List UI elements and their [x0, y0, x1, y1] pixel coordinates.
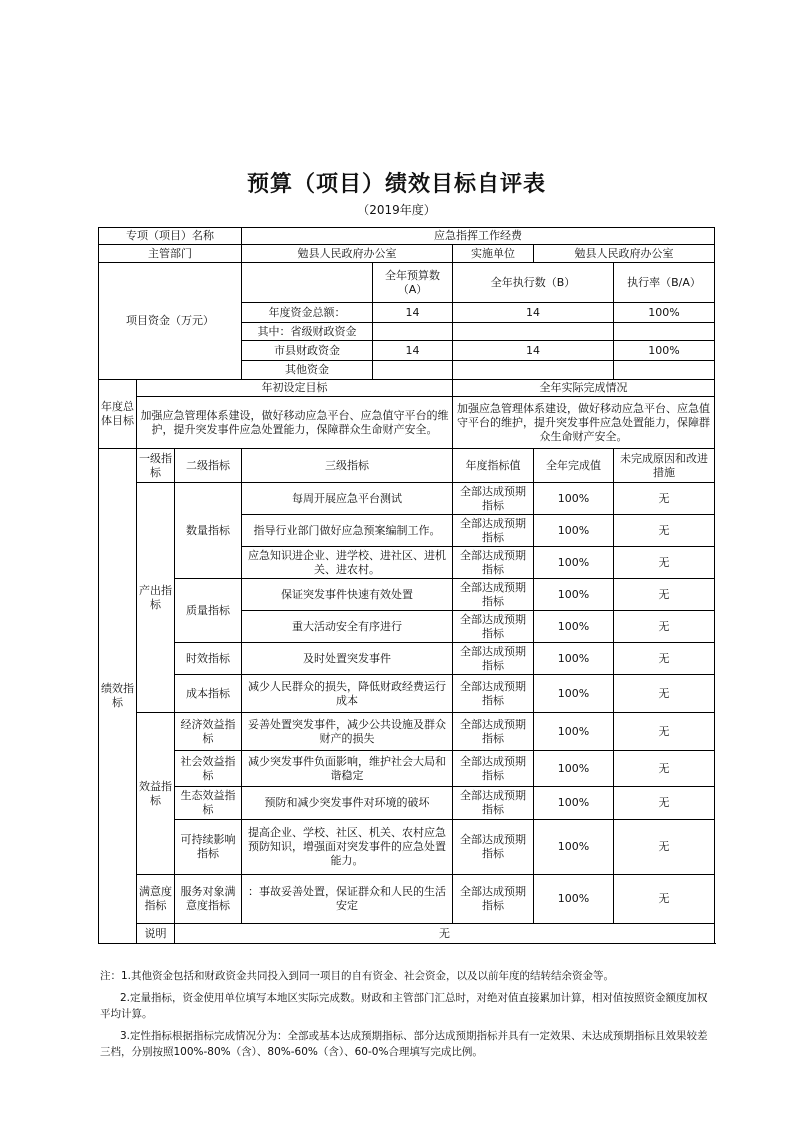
header-reason: 未完成原因和改进措施 [614, 449, 715, 483]
actual-value: 100% [534, 515, 614, 547]
reason-value: 无 [614, 713, 715, 751]
lvl2-social: 社会效益指标 [175, 751, 242, 787]
lvl2-sustainable: 可持续影响指标 [175, 820, 242, 875]
funds-row-budget: 14 [373, 341, 453, 361]
lvl2-service: 服务对象满意度指标 [175, 875, 242, 924]
actual-value: 100% [534, 675, 614, 713]
dept-value: 勉县人民政府办公室 [242, 245, 453, 263]
actual-value: 100% [534, 787, 614, 820]
target-value: 全部达成预期指标 [453, 547, 534, 579]
funds-row-budget [373, 323, 453, 341]
dept-label: 主管部门 [99, 245, 242, 263]
target-value: 全部达成预期指标 [453, 579, 534, 611]
funds-row-budget [373, 361, 453, 380]
page-title: 预算（项目）绩效目标自评表 [246, 171, 546, 197]
funds-row-label: 其中：省级财政资金 [242, 323, 373, 341]
footnote-1: 注：1.其他资金包括和财政资金共同投入到同一项目的自有资金、社会资金，以及以前年度的结转结余资金等。 [100, 970, 615, 982]
reason-value: 无 [614, 875, 715, 924]
reason-value: 无 [614, 579, 715, 611]
funds-row-rate [614, 361, 715, 380]
lvl3-text: 指导行业部门做好应急预案编制工作。 [242, 515, 453, 547]
funds-col-rate: 执行率（B/A） [614, 263, 715, 303]
indicator-row [99, 751, 715, 787]
reason-value: 无 [614, 483, 715, 515]
header-actual: 全年完成值 [534, 449, 614, 483]
self-evaluation-table [98, 227, 715, 944]
lvl3-text: 减少人民群众的损失，降低财政经费运行成本 [242, 675, 453, 713]
reason-value: 无 [614, 787, 715, 820]
header-lvl2: 二级指标 [175, 449, 242, 483]
target-value: 全部达成预期指标 [453, 675, 534, 713]
lvl3-text: 预防和减少突发事件对环境的破坏 [242, 787, 453, 820]
target-value: 全部达成预期指标 [453, 820, 534, 875]
funds-row-exec [453, 323, 614, 341]
funds-row-exec [453, 361, 614, 380]
lvl3-text: 妥善处置突发事件，减少公共设施及群众财产的损失 [242, 713, 453, 751]
actual-value: 100% [534, 713, 614, 751]
header-target: 年度指标值 [453, 449, 534, 483]
reason-value: 无 [614, 751, 715, 787]
project-name-label: 专项（项目）名称 [99, 228, 242, 245]
actual-value: 100% [534, 643, 614, 675]
project-name-value: 应急指挥工作经费 [242, 228, 715, 245]
actual-value: 100% [534, 875, 614, 924]
remark-label: 说明 [137, 924, 175, 944]
lvl2-quantity: 数量指标 [175, 483, 242, 579]
funds-row-label: 年度资金总额： [242, 303, 373, 323]
page-subtitle-year: （2019年度） [357, 203, 436, 217]
indicators-label: 绩效指标 [99, 449, 137, 944]
lvl3-text: 应急知识进企业、进学校、进社区、进机关、进农村。 [242, 547, 453, 579]
target-value: 全部达成预期指标 [453, 611, 534, 643]
header-lvl3: 三级指标 [242, 449, 453, 483]
lvl3-text: 每周开展应急平台测试 [242, 483, 453, 515]
funds-row-rate: 100% [614, 341, 715, 361]
funds-row-rate [614, 323, 715, 341]
goals-col-set: 年初设定目标 [137, 380, 453, 397]
goals-label: 年度总体目标 [99, 380, 137, 449]
funds-row-rate: 100% [614, 303, 715, 323]
actual-value: 100% [534, 483, 614, 515]
actual-value: 100% [534, 611, 614, 643]
lvl1-benefit: 效益指标 [137, 713, 175, 875]
footnotes [100, 968, 710, 1066]
funds-row-budget: 14 [373, 303, 453, 323]
funds-row-label: 其他资金 [242, 361, 373, 380]
indicator-row [99, 875, 715, 924]
indicator-row [99, 820, 715, 875]
funds-header-blank [242, 263, 373, 303]
footnote-2: 2.定量指标，资金使用单位填写本地区实际完成数。财政和主管部门汇总时，对绝对值直接累加计算，相对值按照资金额度加权平均计算。 [100, 992, 708, 1020]
lvl1-output: 产出指标 [137, 483, 175, 713]
target-value: 全部达成预期指标 [453, 515, 534, 547]
actual-value: 100% [534, 820, 614, 875]
reason-value: 无 [614, 675, 715, 713]
indicator-row [99, 787, 715, 820]
lvl2-timeliness: 时效指标 [175, 643, 242, 675]
reason-value: 无 [614, 820, 715, 875]
goals-col-done: 全年实际完成情况 [453, 380, 715, 397]
lvl3-text: ：事故妥善处置，保证群众和人民的生活安定 [242, 875, 453, 924]
target-value: 全部达成预期指标 [453, 643, 534, 675]
lvl1-satisfaction: 满意度指标 [137, 875, 175, 924]
indicator-row [99, 713, 715, 751]
header-lvl1: 一级指标 [137, 449, 175, 483]
indicator-row [99, 483, 715, 515]
reason-value: 无 [614, 515, 715, 547]
goals-done-text: 加强应急管理体系建设，做好移动应急平台、应急值守平台的维护，提升突发事件应急处置能力，保障群众生命财产安全。 [453, 397, 715, 449]
lvl3-text: 保证突发事件快速有效处置 [242, 579, 453, 611]
funds-label: 项目资金（万元） [99, 263, 242, 380]
indicator-row [99, 579, 715, 611]
indicator-row [99, 675, 715, 713]
lvl3-text: 及时处置突发事件 [242, 643, 453, 675]
lvl2-ecological: 生态效益指标 [175, 787, 242, 820]
target-value: 全部达成预期指标 [453, 713, 534, 751]
funds-row-exec: 14 [453, 303, 614, 323]
funds-row-label: 市县财政资金 [242, 341, 373, 361]
lvl2-cost: 成本指标 [175, 675, 242, 713]
reason-value: 无 [614, 643, 715, 675]
actual-value: 100% [534, 751, 614, 787]
lvl3-text: 减少突发事件负面影响，维护社会大局和谐稳定 [242, 751, 453, 787]
indicator-row [99, 643, 715, 675]
lvl3-text: 提高企业、学校、社区、机关、农村应急预防知识，增强面对突发事件的应急处置能力。 [242, 820, 453, 875]
actual-value: 100% [534, 547, 614, 579]
goals-set-text: 加强应急管理体系建设，做好移动应急平台、应急值守平台的维护，提升突发事件应急处置能力，保障群众生命财产安全。 [137, 397, 453, 449]
actual-value: 100% [534, 579, 614, 611]
funds-col-budget: 全年预算数（A） [373, 263, 453, 303]
target-value: 全部达成预期指标 [453, 751, 534, 787]
lvl3-text: 重大活动安全有序进行 [242, 611, 453, 643]
target-value: 全部达成预期指标 [453, 787, 534, 820]
impl-label: 实施单位 [453, 245, 534, 263]
footnote-3: 3.定性指标根据指标完成情况分为：全部或基本达成预期指标、部分达成预期指标并具有一定效果、未达成预期指标且效果较差三档，分别按照100%-80%（含）、80%-60%（含）、60-0%合理填写完成比例。 [100, 1030, 708, 1058]
funds-row-exec: 14 [453, 341, 614, 361]
remark-value: 无 [175, 924, 715, 944]
lvl2-economic: 经济效益指标 [175, 713, 242, 751]
reason-value: 无 [614, 547, 715, 579]
funds-col-exec: 全年执行数（B） [453, 263, 614, 303]
lvl2-quality: 质量指标 [175, 579, 242, 643]
impl-value: 勉县人民政府办公室 [534, 245, 715, 263]
target-value: 全部达成预期指标 [453, 483, 534, 515]
reason-value: 无 [614, 611, 715, 643]
target-value: 全部达成预期指标 [453, 875, 534, 924]
